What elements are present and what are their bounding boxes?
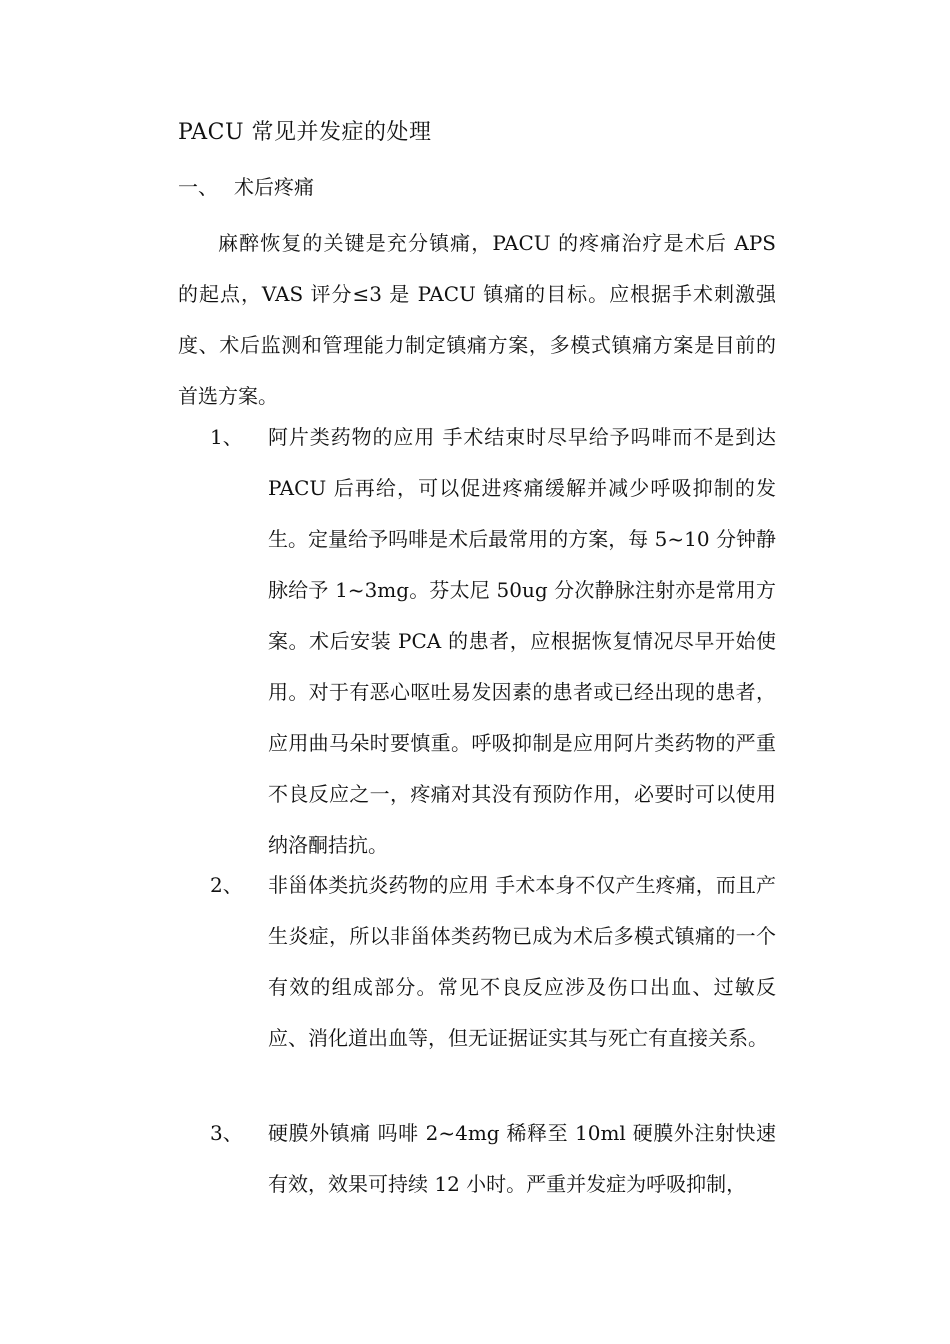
section-title: 术后疼痛 [234, 175, 314, 199]
list-item-number: 3、 [210, 1121, 243, 1145]
section-number: 一、 [178, 175, 218, 199]
list-item [178, 1108, 776, 1210]
list-item-number: 1、 [210, 425, 243, 449]
list-item-text: 硬膜外镇痛 吗啡 2~4mg 稀释至 10ml 硬膜外注射快速有效，效果可持续 12 小时。严重并发症为呼吸抑制， [268, 1121, 776, 1196]
list-item [178, 860, 776, 1064]
list-item-number: 2、 [210, 873, 243, 897]
list-item-text: 非甾体类抗炎药物的应用 手术本身不仅产生疼痛，而且产生炎症，所以非甾体类药物已成为术后多模式镇痛的一个有效的组成部分。常见不良反应涉及伤口出血、过敏反应、消化道出血等，但无证据证实其与死亡有直接关系。 [268, 873, 776, 1050]
section-heading [178, 170, 314, 204]
document-title: PACU 常见并发症的处理 [178, 120, 432, 145]
intro-paragraph: 麻醉恢复的关键是充分镇痛，PACU 的疼痛治疗是术后 APS 的起点，VAS 评分≤3 是 PACU 镇痛的目标。应根据手术刺激强度、术后监测和管理能力制定镇痛方案，多模式镇痛方案是目前的首选方案。 [178, 231, 776, 408]
list-item [178, 412, 776, 871]
list-item-text: 阿片类药物的应用 手术结束时尽早给予吗啡而不是到达 PACU 后再给，可以促进疼痛缓解并减少呼吸抑制的发生。定量给予吗啡是术后最常用的方案，每 5~10 分钟静脉给予 1~3mg。芬太尼 50ug 分次静脉注射亦是常用方案。术后安装 PCA 的患者，应根据恢复情况尽早开始使用。对于有恶心呕吐易发因素的患者或已经出现的患者，应用曲马朵时要慎重。呼吸抑制是应用阿片类药物的严重不良反应之一，疼痛对其没有预防作用，必要时可以使用纳洛酮拮抗。 [268, 425, 776, 857]
